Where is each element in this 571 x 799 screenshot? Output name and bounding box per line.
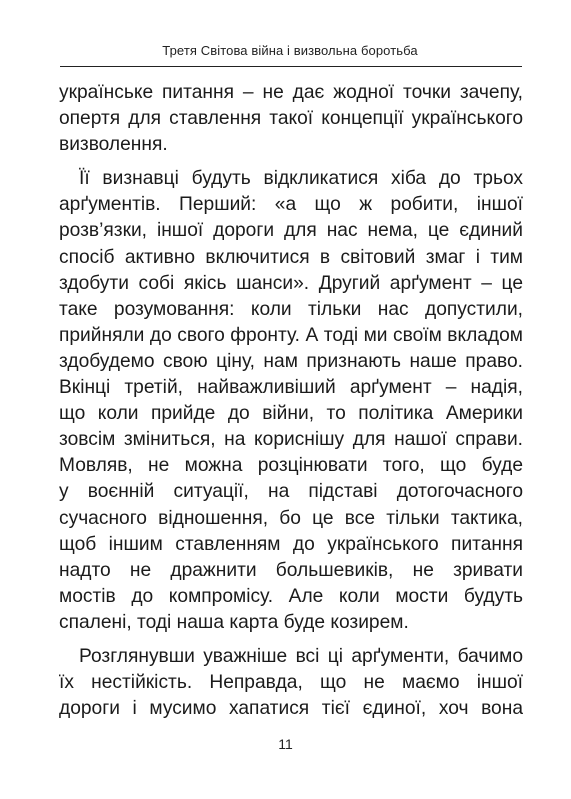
body-text [59,80,523,722]
text-line: здобути собі якісь шанси». Другий арґумент – це [59,272,523,294]
paragraph-1 [59,80,523,158]
text-line: сучасного відношення, бо це все тільки тактика, [59,507,523,529]
text-line: прийняли до свого фронту. А тоді ми своїм вкладом [59,324,523,346]
page-number: 11 [278,736,293,752]
text-line: арґументів. Перший: «а що ж робити, іншої [59,194,523,216]
text-line: що коли прийде до війни, то політика Америки [59,403,523,425]
text-line: у воєнній ситуації, на підставі дотогочасного [59,481,523,503]
text-line: щоб іншим ставленням до українського питання [59,533,523,555]
text-line: зовсім зміниться, на кориснішу для нашої справи. [59,429,523,451]
text-line: здобудемо свою ціну, нам признають наше право. [59,350,523,372]
text-line: українське питання – не дає жодної точки зачепу, [59,82,523,103]
text-line: Мовляв, не можна розцінювати того, що буде [59,455,523,477]
header-rule [60,66,522,67]
text-line: надто не дражнити большевиків, не зривати [59,559,523,581]
text-line: мостів до компромісу. Але коли мости будуть [59,585,523,607]
text-line: визволення. [59,134,168,156]
text-line: дороги і мусимо хапатися тієї єдиної, хоч вона [59,698,523,720]
text-line: спосіб активно включитися в світовий змаг і тим [59,246,523,268]
paragraph-3 [59,644,523,722]
running-header: Третя Світова війна і визвольна боротьба [162,43,418,58]
text-line: їх нестійкість. Неправда, що не маємо іншої [59,672,523,694]
paragraph-2 [59,166,523,636]
text-line: розв’язки, іншої дороги для нас нема, це єдиний [59,220,523,242]
text-line: Розглянувши уважніше всі ці арґументи, бачимо [79,645,523,667]
text-line: Вкінці третій, найважливіший арґумент – надія, [59,377,523,399]
text-line: таке розумовання: коли тільки нас допустили, [59,298,523,320]
text-line: Її визнавці будуть відкликатися хіба до трьох [79,168,523,190]
text-line: опертя для ставлення такої концепції українського [59,108,523,130]
text-line: спалені, тоді наша карта буде козирем. [59,611,409,633]
